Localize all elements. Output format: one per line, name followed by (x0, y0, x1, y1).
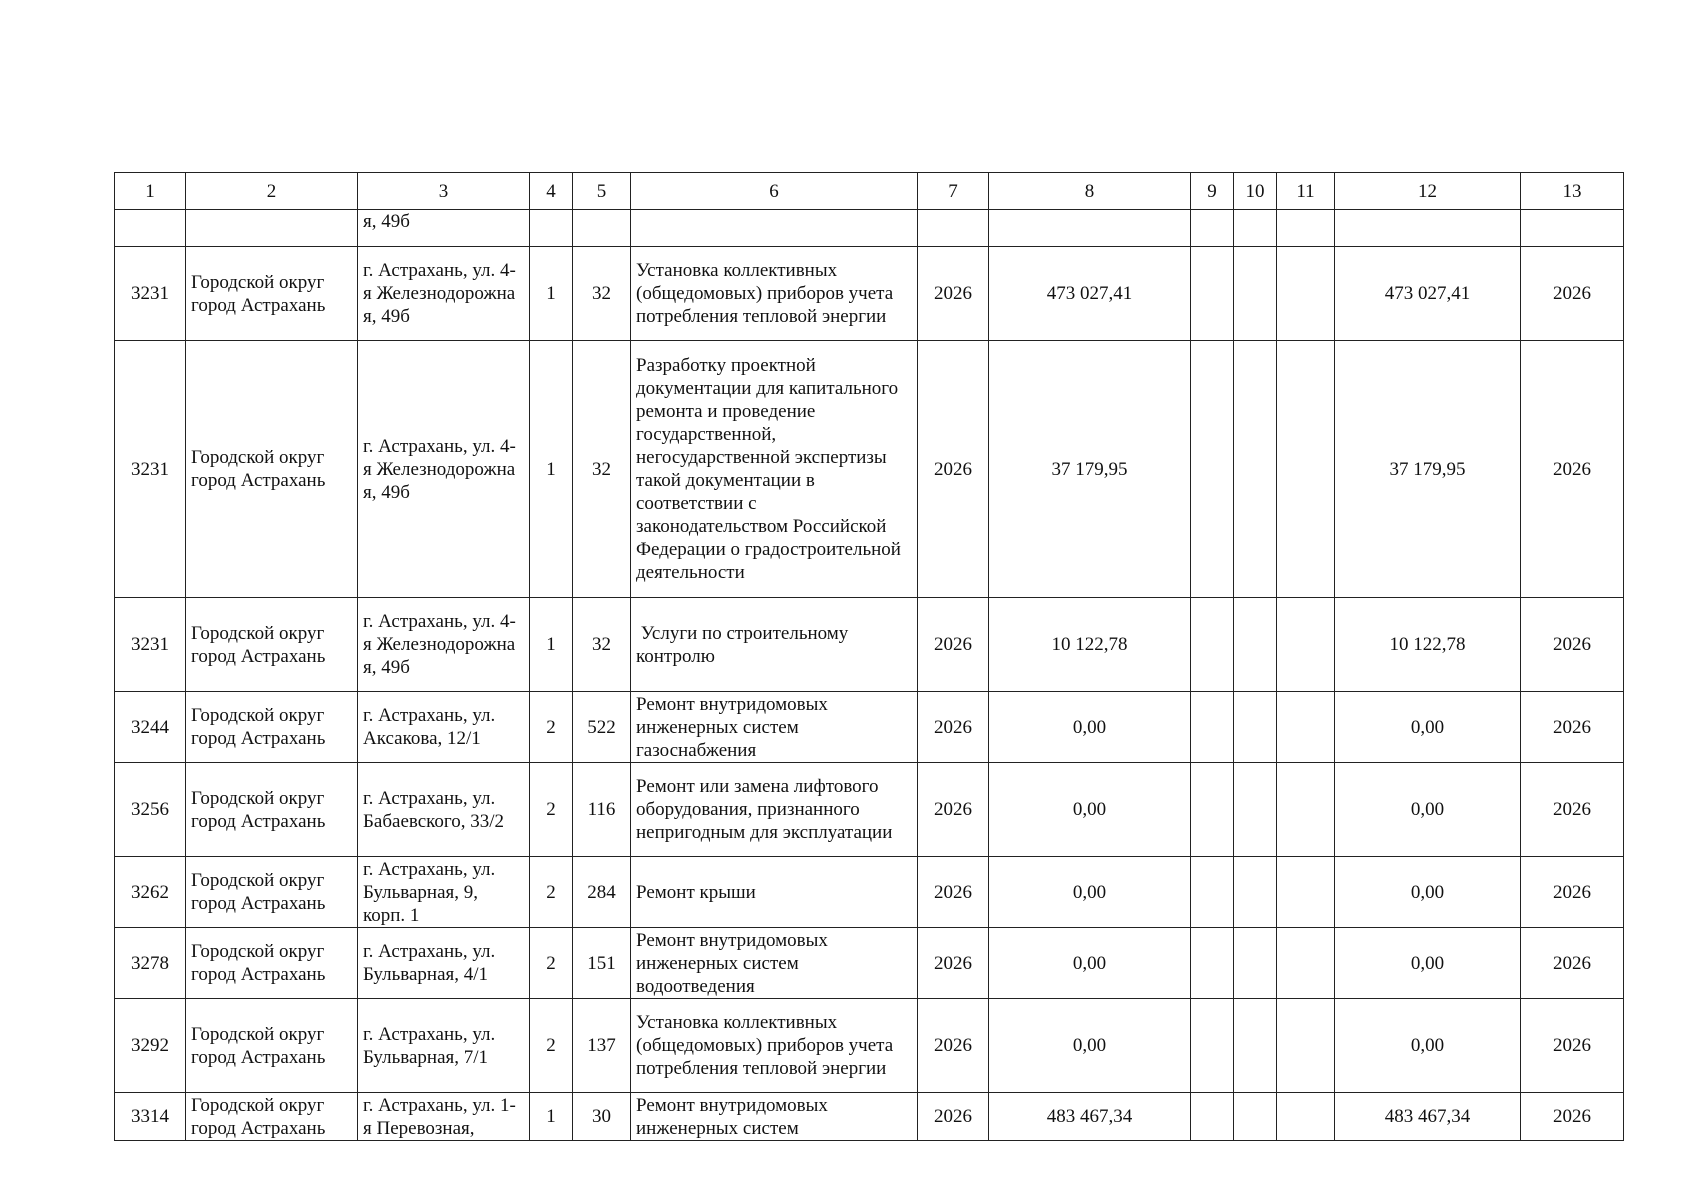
table-cell: Городской округ город Астрахань (186, 928, 358, 999)
table-cell: 2026 (1521, 999, 1624, 1093)
table-cell (1335, 210, 1521, 247)
column-header: 3 (358, 173, 530, 210)
table-cell (186, 210, 358, 247)
table-cell (1191, 857, 1234, 928)
table-cell: 2026 (1521, 1093, 1624, 1141)
table-cell: 483 467,34 (1335, 1093, 1521, 1141)
table-cell: Городской округ город Астрахань (186, 341, 358, 598)
table-cell: 2 (530, 763, 573, 857)
table-cell: 3231 (115, 247, 186, 341)
table-cell (1277, 341, 1335, 598)
table-cell (1234, 598, 1277, 692)
column-header: 7 (918, 173, 989, 210)
table-cell (1277, 598, 1335, 692)
table-cell: 1 (530, 1093, 573, 1141)
table-header-row (115, 173, 1624, 210)
table-cell: 2026 (918, 341, 989, 598)
table-cell: 32 (573, 598, 631, 692)
table-cell (1191, 210, 1234, 247)
table-cell: г. Астрахань, ул. Бульварная, 7/1 (358, 999, 530, 1093)
table-cell: 0,00 (989, 857, 1191, 928)
table-cell: 473 027,41 (989, 247, 1191, 341)
table-cell: 2026 (1521, 763, 1624, 857)
table-cell (573, 210, 631, 247)
table-cell: Ремонт внутридомовых инженерных систем газоснабжения (631, 692, 918, 763)
table-cell: 10 122,78 (1335, 598, 1521, 692)
column-header: 8 (989, 173, 1191, 210)
table-row (115, 1093, 1624, 1141)
table-cell (918, 210, 989, 247)
table-cell: Услуги по строительному контролю (631, 598, 918, 692)
table-cell: 2026 (1521, 928, 1624, 999)
table-cell: 0,00 (989, 692, 1191, 763)
table-cell: Установка коллективных (общедомовых) приборов учета потребления тепловой энергии (631, 999, 918, 1093)
table-cell: 522 (573, 692, 631, 763)
table-cell (1234, 247, 1277, 341)
table-cell: 37 179,95 (1335, 341, 1521, 598)
table-cell: я, 49б (358, 210, 530, 247)
table-cell: Ремонт крыши (631, 857, 918, 928)
table-cell (631, 210, 918, 247)
table-row (115, 247, 1624, 341)
table-cell: 2026 (918, 763, 989, 857)
table-cell: 2026 (918, 999, 989, 1093)
table-cell: 483 467,34 (989, 1093, 1191, 1141)
table-cell (1191, 1093, 1234, 1141)
table-cell (1234, 341, 1277, 598)
table-cell (1277, 247, 1335, 341)
table-cell: 2026 (1521, 692, 1624, 763)
table-cell: Ремонт или замена лифтового оборудования, признанного непригодным для эксплуатации (631, 763, 918, 857)
table-cell: Ремонт внутридомовых инженерных систем водоотведения (631, 928, 918, 999)
table-cell: 0,00 (1335, 857, 1521, 928)
table-cell: 2026 (918, 598, 989, 692)
table-cell: 3278 (115, 928, 186, 999)
table-cell (1277, 999, 1335, 1093)
table-cell: 1 (530, 247, 573, 341)
table-cell: 0,00 (1335, 928, 1521, 999)
table-cell (1277, 857, 1335, 928)
table-cell: Городской округ город Астрахань (186, 999, 358, 1093)
table-row (115, 928, 1624, 999)
column-header: 11 (1277, 173, 1335, 210)
table-row (115, 857, 1624, 928)
table-cell: Установка коллективных (общедомовых) приборов учета потребления тепловой энергии (631, 247, 918, 341)
column-header: 12 (1335, 173, 1521, 210)
table-cell (1234, 763, 1277, 857)
table-row (115, 210, 1624, 247)
table-cell (1234, 999, 1277, 1093)
table-cell: Городской округ город Астрахань (186, 1093, 358, 1141)
table-cell: г. Астрахань, ул. Бульварная, 9, корп. 1 (358, 857, 530, 928)
table-cell: 0,00 (989, 928, 1191, 999)
column-header: 5 (573, 173, 631, 210)
table-cell: 3244 (115, 692, 186, 763)
table-cell (1277, 210, 1335, 247)
table-cell: Городской округ город Астрахань (186, 598, 358, 692)
table-cell: 473 027,41 (1335, 247, 1521, 341)
table-cell (1191, 692, 1234, 763)
table-cell (1191, 763, 1234, 857)
table-row (115, 999, 1624, 1093)
table-row (115, 763, 1624, 857)
table-cell: 3231 (115, 598, 186, 692)
table-cell: 2026 (918, 928, 989, 999)
table-cell (1234, 692, 1277, 763)
table-cell (1234, 928, 1277, 999)
table-cell: 3314 (115, 1093, 186, 1141)
table-cell: 2026 (918, 1093, 989, 1141)
table-cell: 151 (573, 928, 631, 999)
table-cell: 137 (573, 999, 631, 1093)
table-cell: 3262 (115, 857, 186, 928)
table-cell: Городской округ город Астрахань (186, 857, 358, 928)
table-cell (1234, 1093, 1277, 1141)
capital-repair-table (114, 172, 1624, 1141)
table-cell (1191, 928, 1234, 999)
table-cell: 0,00 (1335, 692, 1521, 763)
table-row (115, 692, 1624, 763)
table-cell (989, 210, 1191, 247)
table-cell (530, 210, 573, 247)
table-cell: 2 (530, 928, 573, 999)
table-cell (1521, 210, 1624, 247)
table-cell: 2026 (1521, 598, 1624, 692)
table-cell (1191, 341, 1234, 598)
column-header: 13 (1521, 173, 1624, 210)
table-cell: Ремонт внутридомовых инженерных систем (631, 1093, 918, 1141)
table-row (115, 341, 1624, 598)
column-header: 1 (115, 173, 186, 210)
table-cell (1191, 598, 1234, 692)
table-cell (1234, 857, 1277, 928)
table-cell: 3256 (115, 763, 186, 857)
table-body (115, 173, 1624, 1141)
table-cell (115, 210, 186, 247)
table-cell: 1 (530, 341, 573, 598)
table-cell: 2 (530, 857, 573, 928)
table-cell: 2026 (918, 857, 989, 928)
column-header: 10 (1234, 173, 1277, 210)
column-header: 4 (530, 173, 573, 210)
table-cell: 2026 (1521, 857, 1624, 928)
table-cell: 0,00 (1335, 763, 1521, 857)
table-cell: г. Астрахань, ул. 4-я Железнодорожна я, 49б (358, 598, 530, 692)
table-cell (1277, 763, 1335, 857)
column-header: 9 (1191, 173, 1234, 210)
table-cell: 32 (573, 247, 631, 341)
table-cell: г. Астрахань, ул. 4-я Железнодорожна я, 49б (358, 341, 530, 598)
table-cell: г. Астрахань, ул. 1-я Перевозная, (358, 1093, 530, 1141)
table-cell: 116 (573, 763, 631, 857)
table-cell (1277, 928, 1335, 999)
table-cell (1277, 692, 1335, 763)
table-cell: 2026 (1521, 247, 1624, 341)
table-cell: 37 179,95 (989, 341, 1191, 598)
column-header: 2 (186, 173, 358, 210)
table-row (115, 598, 1624, 692)
table-cell: г. Астрахань, ул. 4-я Железнодорожна я, 49б (358, 247, 530, 341)
table-cell (1277, 1093, 1335, 1141)
table-cell: 1 (530, 598, 573, 692)
table-cell: Разработку проектной документации для капитального ремонта и проведение государственной, негосударственной экспертизы такой документации в соответствии с законодательством Российской Федерации о градостроительной деятельности (631, 341, 918, 598)
table-cell: 2026 (918, 692, 989, 763)
table-cell: 10 122,78 (989, 598, 1191, 692)
table-cell: 2026 (1521, 341, 1624, 598)
table-cell: г. Астрахань, ул. Бульварная, 4/1 (358, 928, 530, 999)
table-cell: 0,00 (989, 999, 1191, 1093)
table-cell: 0,00 (989, 763, 1191, 857)
table-cell (1191, 999, 1234, 1093)
table-cell: 3231 (115, 341, 186, 598)
table-cell: г. Астрахань, ул. Аксакова, 12/1 (358, 692, 530, 763)
table-cell: 30 (573, 1093, 631, 1141)
table-cell: Городской округ город Астрахань (186, 247, 358, 341)
table-cell: г. Астрахань, ул. Бабаевского, 33/2 (358, 763, 530, 857)
table-cell: Городской округ город Астрахань (186, 763, 358, 857)
column-header: 6 (631, 173, 918, 210)
table-cell (1191, 247, 1234, 341)
table-cell: 284 (573, 857, 631, 928)
table-cell: 2 (530, 999, 573, 1093)
table-cell: 2026 (918, 247, 989, 341)
table-cell: 32 (573, 341, 631, 598)
table-cell: 0,00 (1335, 999, 1521, 1093)
table-cell (1234, 210, 1277, 247)
table-cell: 3292 (115, 999, 186, 1093)
table-cell: Городской округ город Астрахань (186, 692, 358, 763)
table-cell: 2 (530, 692, 573, 763)
